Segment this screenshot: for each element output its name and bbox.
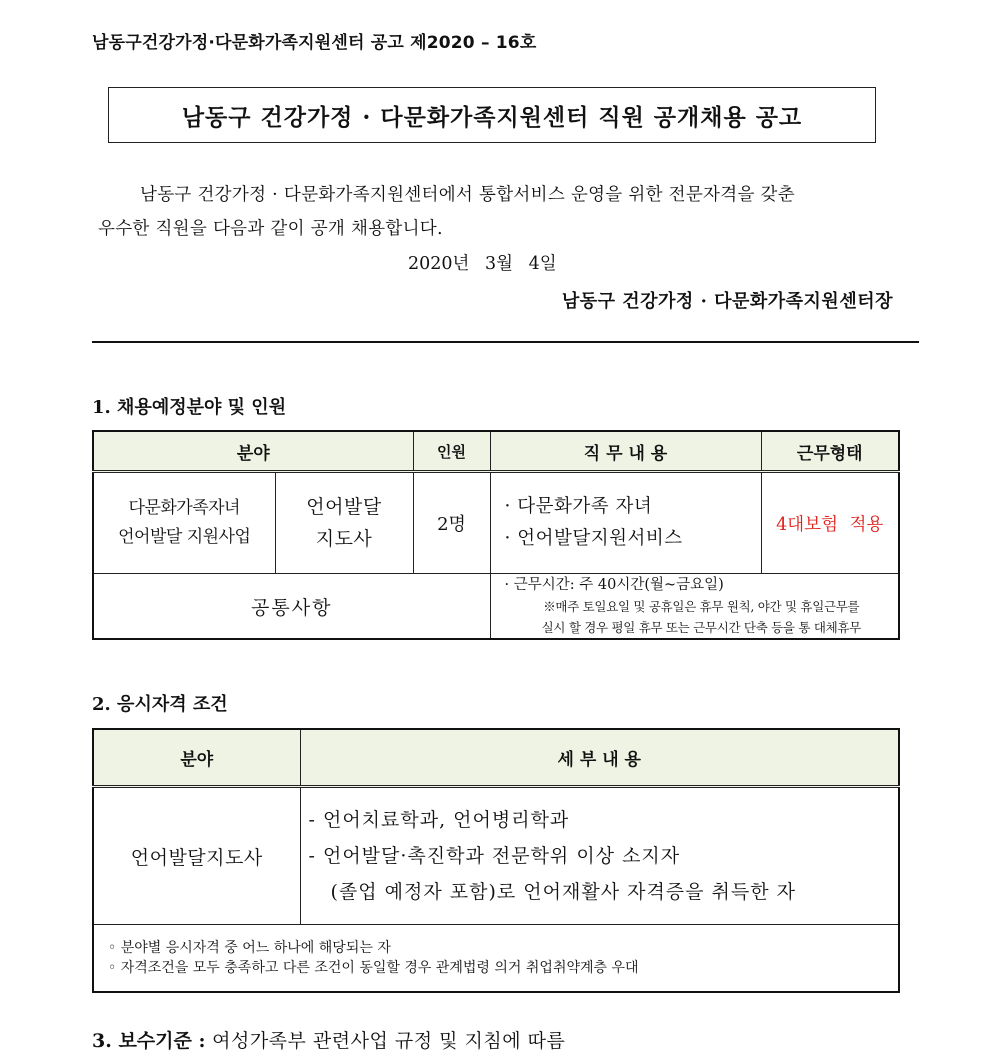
title-box bbox=[108, 87, 876, 143]
qualification-category: 언어발달지도사 bbox=[93, 787, 300, 925]
qualification-details bbox=[300, 787, 899, 925]
detail-item: - 언어치료학과, 언어병리학과 bbox=[308, 809, 570, 831]
role-line: 지도사 bbox=[315, 528, 373, 550]
duty-item: · 다문화가족 자녀 bbox=[504, 496, 653, 517]
category-line: 다문화가족자녀 bbox=[128, 498, 240, 518]
role-cell bbox=[275, 472, 413, 574]
table-row bbox=[93, 574, 899, 640]
issuer-name: 남동구 건강가정 · 다문화가족지원센터장 bbox=[561, 291, 893, 312]
category-cell bbox=[93, 472, 275, 574]
section3-label: 3. 보수기준 : bbox=[92, 1030, 206, 1052]
section3-title bbox=[92, 1026, 565, 1053]
role-line: 언어발달 bbox=[306, 496, 382, 518]
detail-item: - 언어발달·촉진학과 전문학위 이상 소지자 bbox=[308, 845, 681, 867]
holiday-note: ※매주 토일요일 및 공휴일은 휴무 원칙, 야간 및 휴일근무를 bbox=[543, 598, 860, 614]
table-row bbox=[93, 925, 899, 993]
working-hours-cell bbox=[490, 574, 899, 640]
qualification-table-header bbox=[93, 729, 899, 787]
qualification-table bbox=[92, 728, 900, 993]
header-duties: 직 무 내 용 bbox=[490, 431, 761, 472]
note-item: ◦ 자격조건을 모두 충족하고 다른 조건이 동일할 경우 관계법령 의거 취업취약계층 우대 bbox=[108, 960, 639, 976]
working-hours: · 근무시간: 주 40시간(월~금요일) bbox=[504, 576, 724, 593]
recruitment-table-header bbox=[93, 431, 899, 472]
intro-line-2: 우수한 직원을 다음과 같이 공개 채용합니다. bbox=[98, 219, 443, 239]
page-title: 남동구 건강가정 · 다문화가족지원센터 직원 공개채용 공고 bbox=[181, 103, 803, 131]
duty-item: · 언어발달지원서비스 bbox=[504, 528, 683, 549]
header-field: 분야 bbox=[93, 431, 413, 472]
header-count: 인원 bbox=[413, 431, 490, 472]
section3-text: 여성가족부 관련사업 규정 및 지침에 따름 bbox=[212, 1030, 566, 1052]
detail-item: (졸업 예정자 포함)로 언어재활사 자격증을 취득한 자 bbox=[330, 881, 796, 903]
table-row bbox=[93, 787, 899, 925]
qualification-notes bbox=[93, 925, 899, 993]
category-line: 언어발달 지원사업 bbox=[118, 527, 251, 547]
holiday-note: 실시 할 경우 평일 휴무 또는 근무시간 단축 등을 통 대체휴무 bbox=[541, 619, 861, 635]
duties-cell bbox=[490, 472, 761, 574]
divider bbox=[92, 341, 919, 343]
notice-date: 2020년 3월 4일 bbox=[408, 254, 557, 274]
table-row bbox=[93, 472, 899, 574]
section2-title: 2. 응시자격 조건 bbox=[92, 694, 228, 715]
common-label-cell: 공통사항 bbox=[93, 574, 490, 640]
header-details: 세 부 내 용 bbox=[300, 729, 899, 787]
intro-line-1: 남동구 건강가정 · 다문화가족지원센터에서 통합서비스 운영을 위한 전문자격을 갖춘 bbox=[140, 185, 795, 205]
notice-number: 남동구건강가정·다문화가족지원센터 공고 제2020 – 16호 bbox=[92, 33, 537, 53]
header-field: 분야 bbox=[93, 729, 300, 787]
note-item: ◦ 분야별 응시자격 중 어느 하나에 해당되는 자 bbox=[108, 940, 391, 956]
recruitment-table bbox=[92, 430, 900, 640]
section1-title: 1. 채용예정분야 및 인원 bbox=[92, 397, 287, 418]
header-employment-type: 근무형태 bbox=[761, 431, 899, 472]
employment-type-cell: 4대보험 적용 bbox=[761, 472, 899, 574]
count-cell: 2명 bbox=[413, 472, 490, 574]
